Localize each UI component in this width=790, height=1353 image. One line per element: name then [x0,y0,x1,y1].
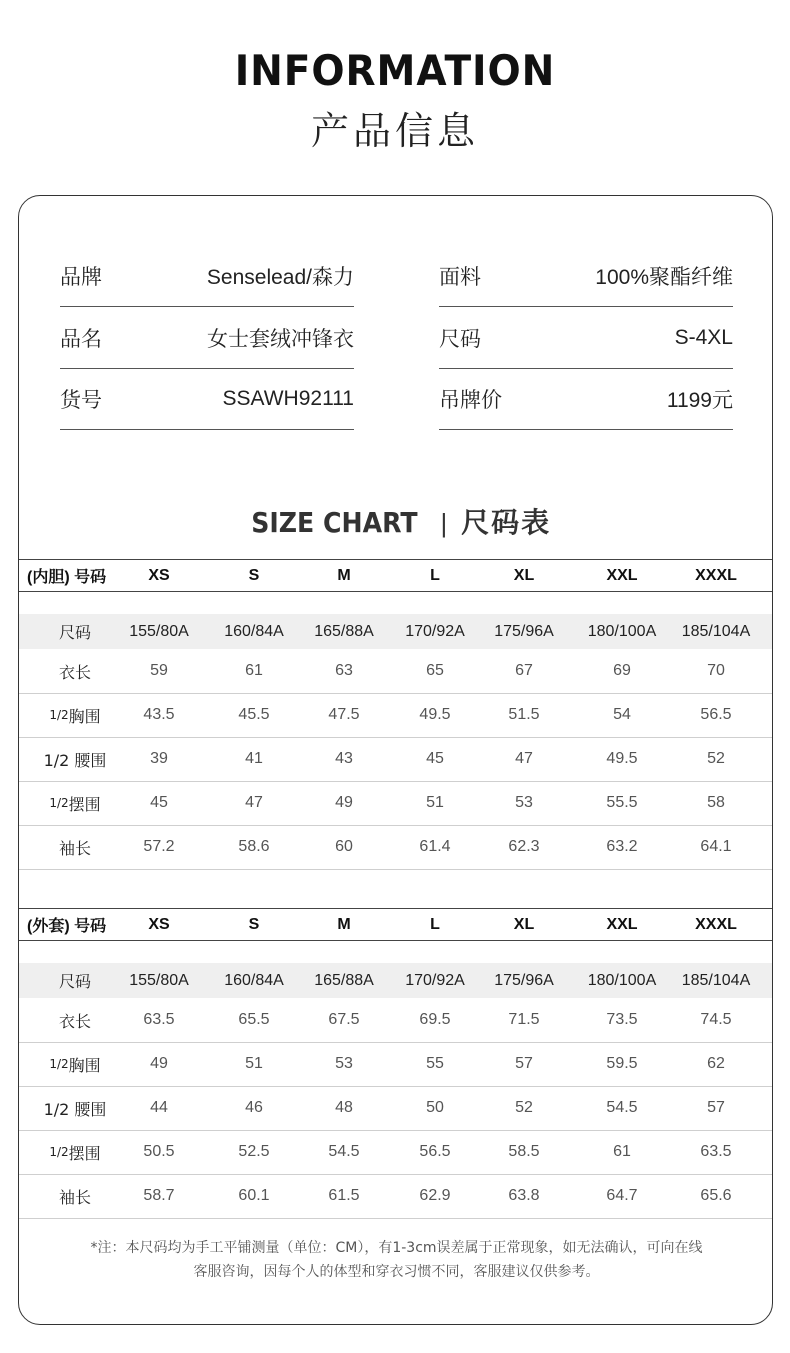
row-label [25,1042,125,1086]
header-size-xl: XL [513,915,535,933]
measurement-row [19,1130,773,1174]
row-label-text: 衣长 [58,662,91,682]
measurement-cell: 52 [515,1099,533,1116]
measurement-row [19,998,773,1042]
row-label-prefix: 1/2 [49,708,69,722]
measurement-cell: 49 [150,1055,168,1072]
measurement-cell: 48 [335,1099,353,1116]
measurement-cell: 45 [150,794,168,811]
header-size-s: S [248,566,260,584]
measurement-note [19,1236,773,1284]
row-label [25,737,125,781]
row-label [25,693,125,737]
row-label: 尺码 [58,972,91,991]
info-value: 1199元 [666,388,733,412]
row-label-text: 胸围 [68,1055,101,1075]
measurement-row [19,693,773,737]
measurement-row [19,825,773,869]
header-size-xxxl: XXXL [695,915,737,933]
measurement-cell: 46 [245,1099,263,1116]
size-chart-title-cn: 尺码表 [461,506,552,539]
measurement-cell: 67.5 [328,1011,360,1028]
page-title-cn: 产品信息 [310,109,479,153]
size-chart-title [19,501,773,541]
table-header-row [19,909,773,940]
header-size-xs: XS [148,915,170,933]
measurement-cell: 41 [245,750,263,767]
measurement-cell: 57.2 [143,838,175,855]
page-title-en: INFORMATION [234,46,556,95]
measurement-cell: 51.5 [508,706,540,723]
info-key: 吊牌价 [439,387,502,412]
measurement-row [19,649,773,693]
size-spec-cell: 180/100A [587,971,657,989]
measurement-cell: 47.5 [328,706,360,723]
measurement-cell: 64.1 [700,838,732,855]
measurement-cell: 47 [245,794,263,811]
row-label-text: 袖长 [58,1187,91,1207]
header-size-s: S [248,915,260,933]
measurement-cell: 51 [426,794,444,811]
measurement-cell: 65.5 [238,1011,270,1028]
measurement-cell: 39 [150,750,168,767]
info-tag-price [439,368,733,430]
info-key: 品名 [60,326,102,351]
measurement-cell: 53 [515,794,533,811]
measurement-cell: 49.5 [419,706,451,723]
measurement-cell: 52 [707,750,725,767]
size-spec-cell: 165/88A [314,622,374,640]
row-label [25,1086,125,1130]
size-spec-cell: 160/84A [224,971,284,989]
measurement-cell: 51 [245,1055,263,1072]
measurement-cell: 53 [335,1055,353,1072]
measurement-cell: 69.5 [419,1011,451,1028]
row-label [25,1174,125,1218]
measurement-cell: 54.5 [328,1143,360,1160]
measurement-cell: 58 [707,794,725,811]
row-label-text: 1/2 腰围 [43,750,107,770]
measurement-cell: 45.5 [238,706,270,723]
row-divider [19,591,773,592]
measurement-cell: 65 [426,662,444,679]
measurement-row [19,781,773,825]
size-chart-separator: | [440,508,448,538]
info-item-number [60,368,354,430]
row-label [25,825,125,869]
row-label-prefix: 1/2 [49,1145,69,1159]
info-brand [60,245,354,307]
header-label: (外套) 号码 [27,918,107,935]
size-spec-cell: 170/92A [405,622,465,640]
info-value: S-4XL [674,325,733,349]
size-spec-cell: 155/80A [129,971,189,989]
measurement-cell: 63 [335,662,353,679]
measurement-cell: 44 [150,1099,168,1116]
size-spec-cell: 175/96A [494,622,554,640]
measurement-cell: 61 [613,1143,631,1160]
measurement-cell: 60 [335,838,353,855]
info-product-name [60,307,354,369]
measurement-row [19,737,773,781]
row-label [25,781,125,825]
row-label: 尺码 [58,623,91,642]
row-divider [19,1218,773,1219]
info-key: 品牌 [60,264,102,289]
note-line-2: 客服咨询，因每个人的体型和穿衣习惯不同，客服建议仅供参考。 [193,1264,600,1280]
measurement-cell: 62 [707,1055,725,1072]
info-key: 尺码 [439,326,481,351]
measurement-cell: 64.7 [606,1187,638,1204]
measurement-cell: 69 [613,662,631,679]
measurement-cell: 70 [707,662,725,679]
info-key: 货号 [60,387,102,412]
measurement-cell: 50 [426,1099,444,1116]
row-divider [19,940,773,941]
measurement-cell: 47 [515,750,533,767]
measurement-cell: 65.6 [700,1187,732,1204]
measurement-cell: 56.5 [419,1143,451,1160]
size-spec-row [19,614,773,649]
measurement-cell: 52.5 [238,1143,270,1160]
header-label: (内胆) 号码 [27,569,107,586]
table-header-row [19,560,773,591]
measurement-cell: 50.5 [143,1143,175,1160]
row-label-text: 1/2 腰围 [43,1099,107,1119]
measurement-cell: 43.5 [143,706,175,723]
measurement-cell: 56.5 [700,706,732,723]
header-size-l: L [430,566,440,584]
row-label [25,1130,125,1174]
measurement-cell: 58.5 [508,1143,540,1160]
size-spec-row [19,963,773,998]
size-spec-cell: 185/104A [681,622,751,640]
measurement-cell: 63.2 [606,838,638,855]
size-spec-cell: 175/96A [494,971,554,989]
info-size-range [439,307,733,369]
header-size-xxl: XXL [606,915,638,933]
size-spec-cell: 155/80A [129,622,189,640]
info-fabric [439,245,733,307]
row-label-prefix: 1/2 [49,796,69,810]
measurement-cell: 61.5 [328,1187,360,1204]
measurement-cell: 49 [335,794,353,811]
measurement-row [19,1042,773,1086]
row-label-text: 摆围 [68,1143,101,1163]
measurement-cell: 55 [426,1055,444,1072]
header-size-xl: XL [513,566,535,584]
measurement-cell: 74.5 [700,1011,732,1028]
measurement-cell: 57 [515,1055,533,1072]
measurement-cell: 61 [245,662,263,679]
row-divider [19,869,773,870]
size-spec-cell: 165/88A [314,971,374,989]
info-card [18,195,773,1325]
measurement-cell: 62.9 [419,1187,451,1204]
measurement-cell: 49.5 [606,750,638,767]
measurement-cell: 67 [515,662,533,679]
measurement-cell: 71.5 [508,1011,540,1028]
measurement-cell: 58.7 [143,1187,175,1204]
measurement-cell: 54 [613,706,631,723]
size-spec-cell: 180/100A [587,622,657,640]
size-spec-cell: 185/104A [681,971,751,989]
measurement-cell: 59 [150,662,168,679]
measurement-cell: 73.5 [606,1011,638,1028]
row-label [25,649,125,693]
header-size-xxxl: XXXL [695,566,737,584]
size-spec-cell: 160/84A [224,622,284,640]
measurement-cell: 55.5 [606,794,638,811]
measurement-cell: 58.6 [238,838,270,855]
row-label-text: 胸围 [68,706,101,726]
size-spec-cell: 170/92A [405,971,465,989]
measurement-cell: 61.4 [419,838,451,855]
header-size-m: M [337,566,351,584]
header-size-m: M [337,915,351,933]
measurement-cell: 43 [335,750,353,767]
row-label-text: 衣长 [58,1011,91,1031]
row-label-text: 摆围 [68,794,101,814]
header-size-xs: XS [148,566,170,584]
measurement-cell: 60.1 [238,1187,270,1204]
header-size-l: L [430,915,440,933]
row-label-prefix: 1/2 [49,1057,69,1071]
measurement-cell: 59.5 [606,1055,638,1072]
measurement-cell: 63.8 [508,1187,540,1204]
size-chart-title-en: SIZE CHART [251,506,418,539]
measurement-cell: 57 [707,1099,725,1116]
measurement-cell: 63.5 [143,1011,175,1028]
row-label-text: 袖长 [58,838,91,858]
header-size-xxl: XXL [606,566,638,584]
info-value: 100%聚酯纤维 [595,265,733,289]
measurement-cell: 45 [426,750,444,767]
measurement-cell: 62.3 [508,838,540,855]
measurement-cell: 63.5 [700,1143,732,1160]
measurement-row [19,1086,773,1130]
info-value: 女士套绒冲锋衣 [207,327,354,351]
measurement-row [19,1174,773,1218]
row-label [25,998,125,1042]
info-value: Senselead/森力 [206,265,354,289]
info-value: SSAWH92111 [222,386,354,410]
info-key: 面料 [439,264,481,289]
measurement-cell: 54.5 [606,1099,638,1116]
note-line-1: *注：本尺码均为手工平铺测量（单位：CM），有1-3cm误差属于正常现象，如无法确认，可向在线 [90,1240,703,1256]
